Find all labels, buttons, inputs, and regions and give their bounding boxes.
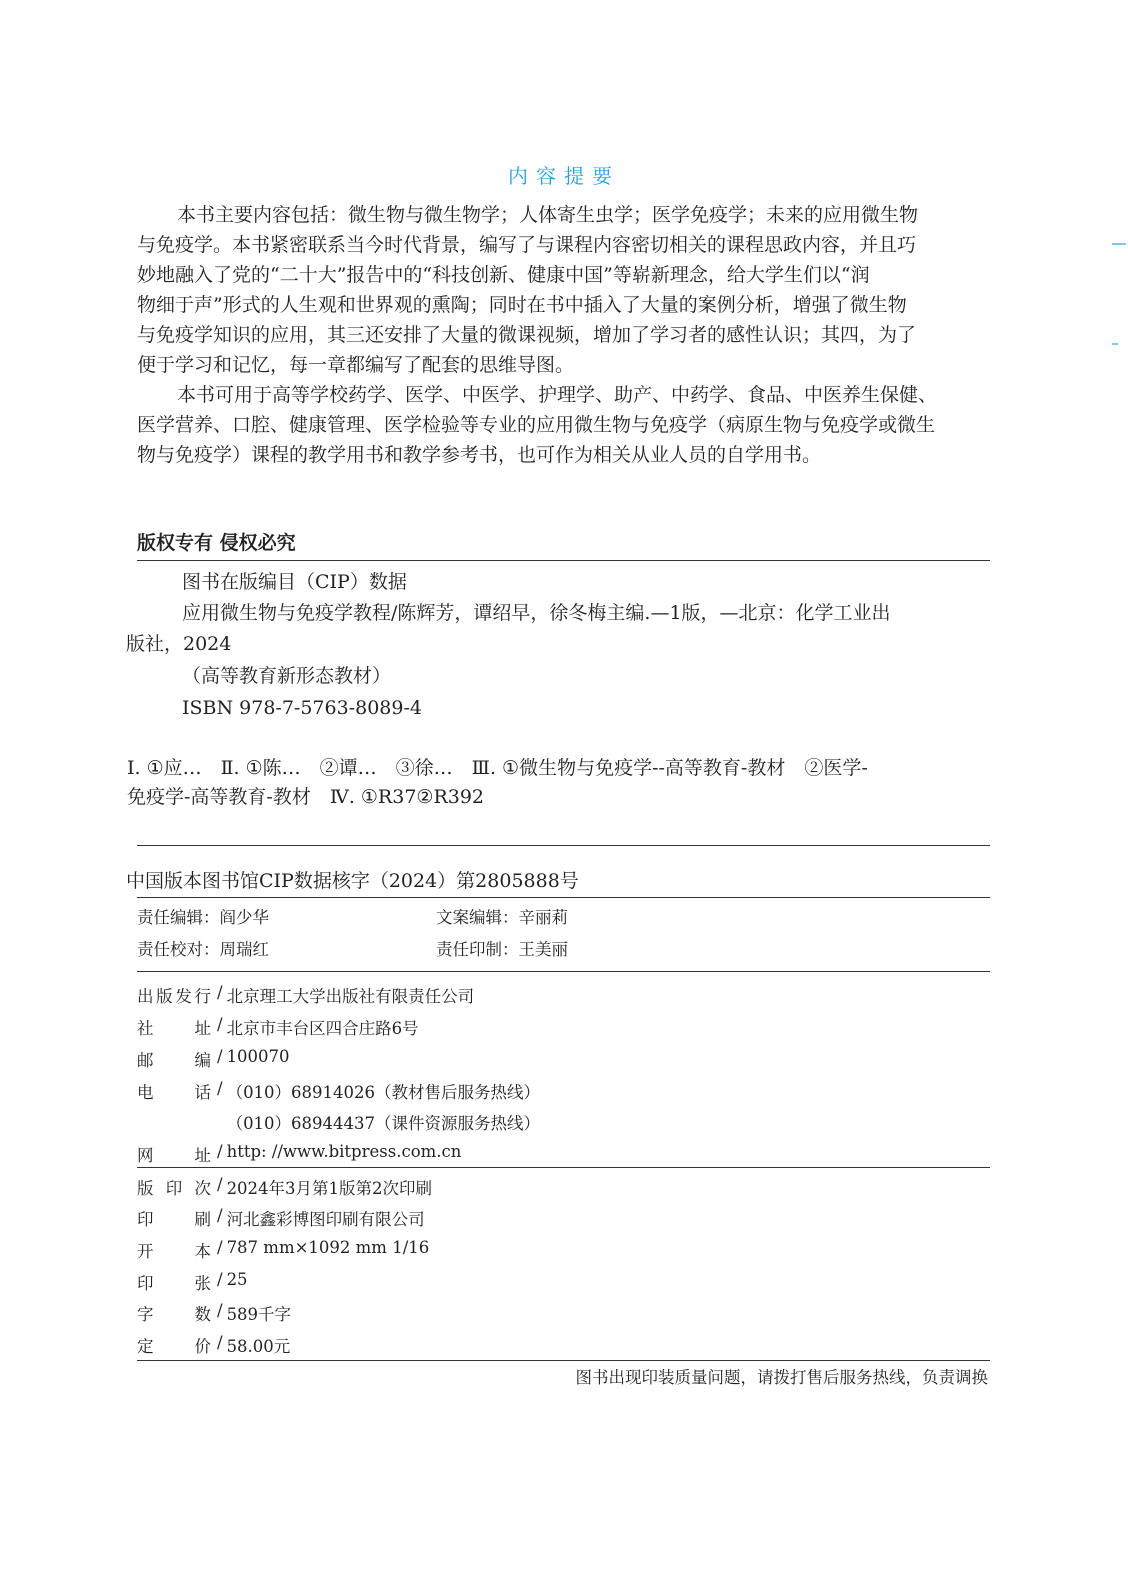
summary-line: 本书可用于高等学校药学、医学、中医学、护理学、助产、中药学、食品、中医养生保健、 [177,384,938,406]
divider [137,1360,990,1361]
info-row [137,1015,419,1039]
info-label: 电话 [137,1083,211,1102]
info-label: 印刷 [137,1210,211,1229]
summary-line: 医学营养、口腔、健康管理、医学检验等专业的应用微生物与免疫学（病原生物与免疫学或微生 [137,414,936,436]
summary-line: 与免疫学知识的应用，其三还安排了大量的微课视频，增加了学习者的感性认识；其四，为了 [137,324,917,346]
info-value: 北京理工大学出版社有限责任公司 [226,987,475,1006]
summary-line: 与免疫学。本书紧密联系当今时代背景，编写了与课程内容密切相关的课程思政内容，并且巧 [137,234,917,256]
cip-heading: 图书在版编目（CIP）数据 [182,571,407,593]
summary-title: 内容提要 [508,164,620,188]
separator: / [217,983,223,1002]
separator: / [217,1333,223,1352]
separator: / [217,1206,223,1225]
summary-line: 妙地融入了党的“二十大”报告中的“科技创新、健康中国”等崭新理念，给大学生们以“润 [137,264,870,286]
info-row [137,1142,461,1166]
divider [137,560,990,561]
info-value: 58.00元 [226,1337,291,1356]
summary-line: 物与免疫学）课程的教学用书和教学参考书，也可作为相关从业人员的自学用书。 [137,444,822,466]
info-label: 印张 [137,1274,211,1293]
divider [137,845,990,846]
info-label: 定价 [137,1337,211,1356]
editor: 责任印制：王美丽 [436,940,568,959]
info-value: 100070 [226,1047,290,1066]
info-label: 社址 [137,1019,211,1038]
info-label: 出版发行 [137,987,211,1006]
cip-classification: Ⅰ. ①应… Ⅱ. ①陈… ②谭… ③徐… Ⅲ. ①微生物与免疫学--高等教育-教材 ②医学- [127,757,868,779]
summary-line: 物细于声”形式的人生观和世界观的熏陶；同时在书中插入了大量的案例分析，增强了微生物 [137,294,907,316]
info-row [137,1206,425,1230]
separator: / [217,1238,223,1257]
info-row [137,1079,540,1103]
info-row [137,983,474,1007]
divider [137,897,990,898]
summary-text [137,200,937,470]
info-label: 邮编 [137,1051,211,1070]
summary-line: 本书主要内容包括：微生物与微生物学；人体寄生虫学；医学免疫学；未来的应用微生物 [177,204,919,226]
info-label: 网址 [137,1146,211,1165]
separator: / [217,1175,223,1194]
info-row [137,1238,429,1262]
info-value: 787 mm×1092 mm 1/16 [226,1238,430,1257]
info-row [137,1333,290,1357]
separator: / [217,1142,223,1161]
info-row [137,1175,432,1199]
info-value: 589千字 [226,1305,292,1324]
info-value: （010）68944437（课件资源服务热线） [226,1114,541,1133]
info-value: 2024年3月第1版第2次印刷 [226,1179,433,1198]
summary-line: 便于学习和记忆，每一章都编写了配套的思维导图。 [137,354,575,376]
info-label: 字数 [137,1305,211,1324]
separator: / [217,1015,223,1034]
info-row [137,1110,540,1134]
info-row [137,1047,290,1071]
info-value: 25 [226,1270,248,1289]
editor: 责任校对：周瑞红 [137,940,269,959]
info-label: 版印次 [137,1179,211,1198]
cip-isbn: ISBN 978-7-5763-8089-4 [182,697,422,719]
info-value: 河北鑫彩博图印刷有限公司 [226,1210,425,1229]
info-row [137,1301,291,1325]
separator: / [217,1301,223,1320]
separator: / [217,1047,223,1066]
cip-series: （高等教育新形态教材） [182,665,392,687]
separator: / [217,1270,223,1289]
cip-record: 中国版本图书馆CIP数据核字（2024）第2805888号 [126,870,579,892]
separator: / [217,1079,223,1098]
info-label [137,1110,211,1134]
info-label: 开本 [137,1242,211,1261]
editor: 文案编辑：辛丽莉 [436,908,568,927]
info-row [137,1270,248,1294]
cip-classification: 免疫学-高等教育-教材 Ⅳ. ①R37②R392 [127,786,485,808]
info-value: （010）68914026（教材售后服务热线） [226,1083,541,1102]
divider [137,1167,990,1168]
footer-notice: 图书出现印装质量问题，请拨打售后服务热线，负责调换 [575,1368,988,1387]
divider [137,971,990,972]
info-value: 北京市丰台区四合庄路6号 [226,1019,419,1038]
margin-mark [1112,243,1126,245]
editor: 责任编辑：阎少华 [137,908,269,927]
cip-line: 应用微生物与免疫学教程/陈辉芳，谭绍早，徐冬梅主编.—1版，—北京：化学工业出 [182,602,891,624]
info-value: http: //www.bitpress.com.cn [226,1142,462,1161]
margin-mark [1112,343,1118,345]
copyright-notice: 版权专有 侵权必究 [137,532,296,554]
cip-line: 版社，2024 [126,633,232,655]
